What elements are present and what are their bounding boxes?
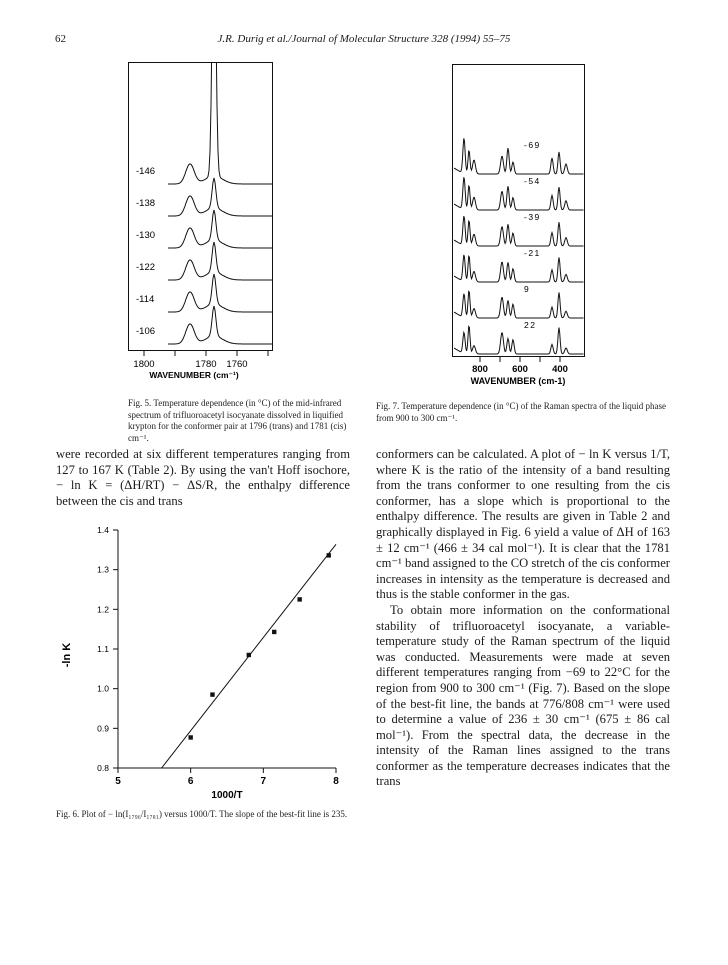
figure-7-raman-spectra	[452, 64, 588, 394]
fig6-caption	[56, 809, 350, 821]
fig6-x-tick-label: 8	[333, 776, 339, 787]
fig6-caption-text: Plot of − ln(I₁₇₉₆/I₁₇₈₁) versus 1000/T. The slope of the best-fit line is 235.	[81, 809, 348, 819]
running-title: J.R. Durig et al./Journal of Molecular Structure 328 (1994) 55–75	[217, 33, 511, 45]
fig6-y-label: -ln K	[61, 642, 73, 668]
fig5-trace-label: -106	[136, 326, 156, 337]
fig6-data-point	[247, 653, 251, 657]
fig6-y-tick-label: 1.4	[97, 525, 109, 535]
fig5-trace-label: -114	[136, 294, 155, 305]
fig7-trace	[454, 216, 584, 246]
fig6-data-point	[210, 692, 214, 696]
fig6-x-ticks	[115, 768, 339, 787]
left-body-text	[56, 447, 350, 509]
fig7-trace	[454, 291, 584, 318]
fig7-trace	[454, 177, 584, 210]
fig7-trace-labels	[524, 140, 541, 330]
fig7-traces	[454, 138, 584, 354]
fig6-x-tick-label: 5	[115, 776, 121, 787]
fig6-y-tick-label: 1.1	[97, 644, 109, 654]
fig7-caption	[376, 401, 668, 424]
fig7-trace-label: 9	[524, 284, 531, 294]
fig6-x-label: 1000/T	[211, 790, 243, 801]
fig6-y-tick-label: 1.0	[97, 683, 109, 694]
fig6-y-tick-label: 1.2	[97, 604, 109, 615]
fig5-trace-label: -122	[136, 262, 156, 273]
fig6-caption-prefix: Fig. 6.	[56, 809, 80, 819]
right-body-text	[376, 447, 670, 790]
fig5-trace-label: -138	[136, 198, 156, 209]
fig7-trace	[454, 255, 584, 282]
figure-5-ir-spectra	[128, 62, 274, 392]
fig7-trace-label: -21	[524, 248, 541, 258]
paragraph: To obtain more information on the conformational stability of trifluoroacetyl isocyanate, a variable-temperature study of the Raman spectrum of the liquid was conducted. Measurements were made at seven different temperatures ranging from −69 to 22°C for the region from 900 to 300 cm⁻¹ (Fig. 7). Based on the slope of the best-fit line, the bands at 776/808 cm⁻¹ were used to determine a value of 236 ± 30 cm⁻¹ (675 ± 86 cal mol⁻¹). From the spectral data, the decrease in the intensity of the Raman lines assigned to the trans conformer as the temperature decreases indicates that the trans	[376, 602, 670, 789]
fig5-caption	[128, 398, 350, 444]
fig5-x-tick: 1780	[195, 359, 217, 370]
fig7-x-tick: 800	[472, 364, 488, 375]
fig5-trace-labels	[136, 166, 155, 337]
fig7-trace-label: -69	[524, 140, 541, 150]
fig6-data-point	[188, 735, 192, 739]
fig7-x-axis	[471, 356, 568, 386]
fig6-y-tick-label: 0.9	[97, 723, 109, 734]
fig7-trace-label: 22	[524, 320, 537, 330]
fig6-axes	[118, 530, 336, 768]
fig5-trace-label: -130	[136, 230, 156, 241]
fig5-trace	[168, 62, 272, 184]
fig6-y-tick-label: 0.8	[97, 763, 109, 773]
fig6-x-tick-label: 7	[260, 776, 267, 787]
paragraph: were recorded at six different temperatures ranging from 127 to 167 K (Table 2). By using the van't Hoff isochore, − ln K = (ΔH/RT) − ΔS/R, the enthalpy difference between the cis and trans	[56, 447, 350, 508]
page-number: 62	[55, 33, 66, 45]
fig5-traces	[168, 62, 272, 344]
fig5-x-label: WAVENUMBER (cm⁻¹)	[149, 370, 239, 380]
fig7-x-tick: 400	[552, 364, 568, 375]
fig7-trace	[454, 138, 584, 174]
fig7-x-label: WAVENUMBER (cm-1)	[470, 376, 566, 386]
fig7-trace	[454, 327, 584, 355]
fig7-caption-text: Temperature dependence (in °C) of the Raman spectra of the liquid phase from 900 to 300 cm⁻¹.	[376, 401, 666, 423]
paragraph: conformers can be calculated. A plot of − ln K versus 1/T, where K is the ratio of the intensity of a band resulting from the trans conformer to one resulting from the cis conformer, has a slope which is proportional to the enthalpy difference. The results are given in Table 2 and graphically displayed in Fig. 6 yield a value of ΔH of 163 ± 12 cm⁻¹ (466 ± 34 cal mol⁻¹). It is clear that the 1781 cm⁻¹ band assigned to the CO stretch of the cis conformer increases in intensity as the temperature is decreased and thus is the stable conformer in the gas.	[376, 447, 670, 602]
figure-6-scatter-plot	[56, 520, 346, 805]
fig5-x-tick: 1800	[133, 359, 155, 370]
fig6-points	[162, 544, 336, 768]
fig6-y-ticks	[97, 525, 118, 773]
fig7-x-tick: 600	[512, 364, 528, 375]
fig6-data-point	[297, 597, 301, 601]
fig6-y-tick-label: 1.3	[97, 564, 109, 575]
fig5-caption-prefix: Fig. 5.	[128, 398, 152, 408]
fig6-x-tick-label: 6	[187, 776, 194, 787]
fig5-caption-text: Temperature dependence (in °C) of the mid-infrared spectrum of trifluoroacetyl isocyanate dissolved in liquified krypton for the conformer pair at 1796 (trans) and 1781 (cis) cm⁻¹.	[128, 398, 347, 443]
fig5-trace-label: -146	[136, 166, 156, 177]
fig5-x-tick: 1760	[226, 359, 248, 370]
fig6-data-point	[327, 553, 331, 557]
fig7-trace-label: -54	[524, 176, 541, 186]
fig5-x-axis	[133, 350, 268, 380]
fig7-trace-label: -39	[524, 212, 541, 222]
fig7-caption-prefix: Fig. 7.	[376, 401, 400, 411]
fig6-data-point	[272, 630, 276, 634]
